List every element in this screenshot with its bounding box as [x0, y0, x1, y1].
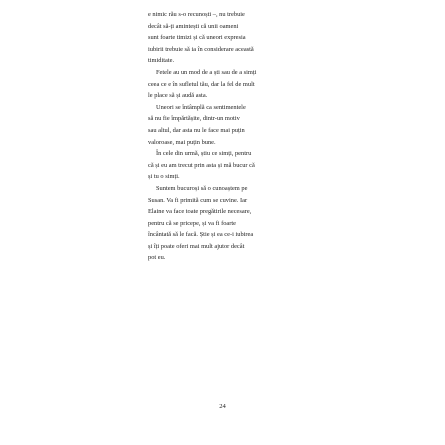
text-line: Fetele au un mod de a ști sau de a simți [156, 68, 257, 76]
text-line: timiditate. [148, 57, 175, 65]
body-text [148, 9, 323, 264]
text-line: că și eu am trecut prin asta și mă bucur că [148, 161, 255, 169]
text-line: să nu fie împărtășite, dintr-un motiv [148, 115, 240, 123]
text-line: sunt foarte timizi și că uneori expresia [148, 34, 246, 42]
text-line: iubirii trebuie să ia în considerare această [148, 45, 254, 53]
text-line: În cele din urmă, știu ce simți, pentru [156, 150, 252, 158]
text-line: încântată să le facă. Știe și ea ce-i iubirea [148, 231, 254, 239]
text-line: pentru că se pricepe, și va fi foarte [148, 219, 237, 227]
text-line: pot eu. [148, 254, 166, 262]
text-line: Uneori se întâmplă ca sentimentele [156, 103, 246, 111]
page-number: 24 [219, 403, 226, 410]
text-line: ceea ce e în sufletul tău, dar la fel de mult [148, 80, 255, 88]
text-line: sau altul, dar asta nu le face mai puțin [148, 126, 245, 134]
text-line: valoroase, mai puțin bune. [148, 138, 216, 146]
text-line: Susan. Va fi primită cum se cuvine. Iar [148, 196, 248, 204]
text-line: decât să-ți amintești că unii oameni [148, 22, 239, 30]
text-line: le place să și audă asta. [148, 92, 208, 100]
text-line: e nimic rău s-o recunoști –, nu trebuie [148, 11, 245, 18]
text-line: și îți poate oferi mai mult ajutor decât [148, 242, 245, 250]
text-line: și tu o simți. [148, 173, 180, 181]
text-line: Elaine va face toate pregătirile necesare, [148, 208, 252, 216]
text-line: Suntem bucuroși să o cunoaștem pe [156, 184, 248, 192]
